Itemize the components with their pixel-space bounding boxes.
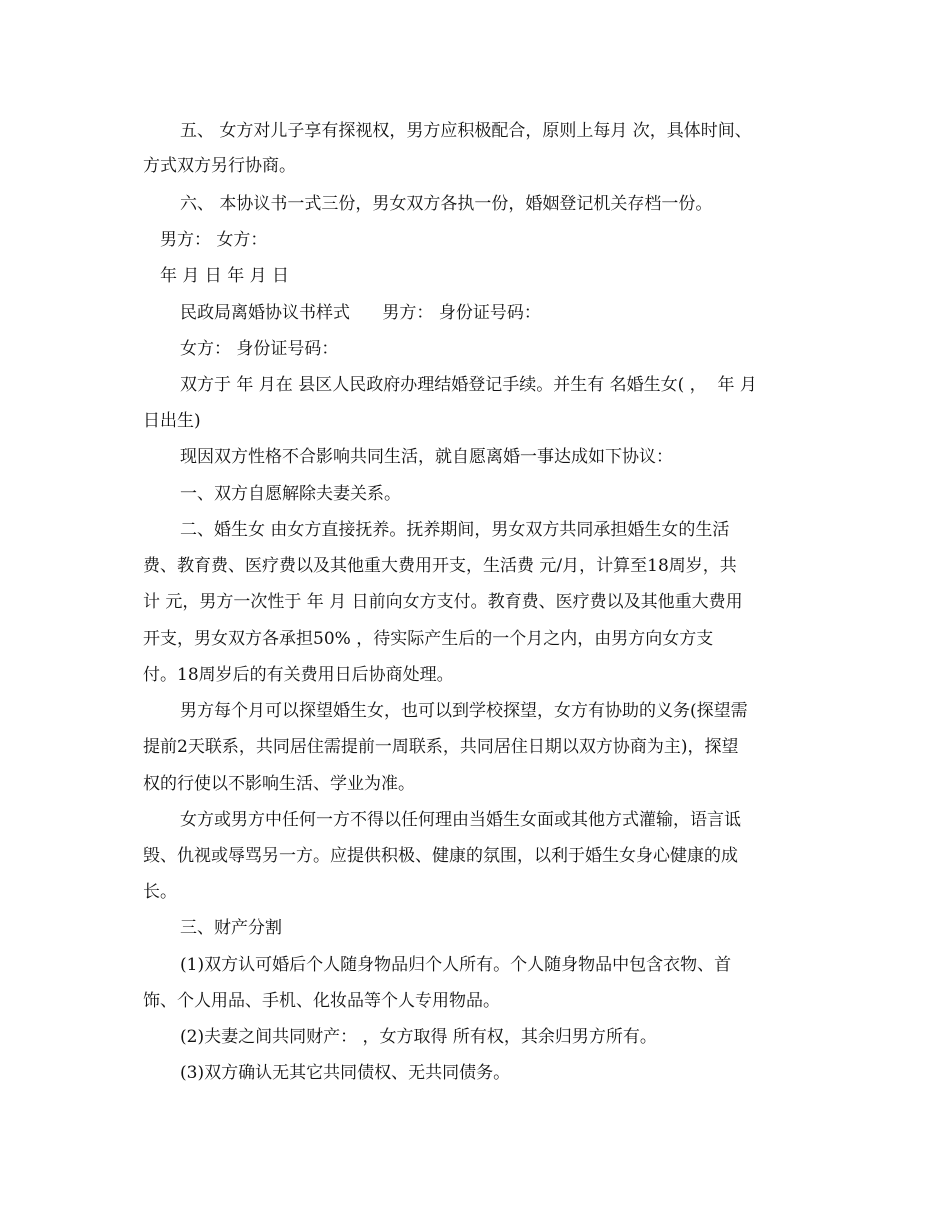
text-line: 权的行使以不影响生活、学业为准。 <box>143 774 415 794</box>
text-line: 长。 <box>143 882 177 902</box>
text-line: 六、 本协议书一式三份，男女双方各执一份，婚姻登记机关存档一份。 <box>180 194 713 214</box>
text-line: 方式双方另行协商。 <box>143 156 296 176</box>
text-line: 付。18周岁后的有关费用日后协商处理。 <box>143 665 454 685</box>
text-line: 男方： 女方： <box>160 230 268 250</box>
text-line: 费、教育费、医疗费以及其他重大费用开支，生活费 元/月，计算至18周岁，共 <box>143 556 737 576</box>
text-line: 三、财产分割 <box>180 918 282 938</box>
text-line: 计 元，男方一次性于 年 月 日前向女方支付。教育费、医疗费以及其他重大费用 <box>143 592 743 612</box>
text-line: 开支，男女双方各承担50% ，待实际产生后的一个月之内，由男方向女方支 <box>143 629 714 649</box>
text-line: 男方每个月可以探望婚生女，也可以到学校探望，女方有协助的义务(探望需 <box>180 701 748 721</box>
text-line: 现因双方性格不合影响共同生活，就自愿离婚一事达成如下协议： <box>180 447 673 467</box>
text-line: 饰、个人用品、手机、化妆品等个人专用物品。 <box>143 991 500 1011</box>
text-line: 双方于 年 月在 县区人民政府办理结婚登记手续。并生有 名婚生女( ， 年 月 <box>180 375 757 395</box>
text-line: 提前2天联系，共同居住需提前一周联系，共同居住日期以双方协商为主)，探望 <box>143 737 739 757</box>
text-line: 一、双方自愿解除夫妻关系。 <box>180 484 401 504</box>
text-line: 民政局离婚协议书样式 男方： 身份证号码： <box>180 303 541 323</box>
text-line: 五、 女方对儿子享有探视权，男方应积极配合，原则上每月 次，具体时间、 <box>180 121 752 141</box>
text-line: 毁、仇视或辱骂另一方。应提供积极、健康的氛围，以利于婚生女身心健康的成 <box>143 846 738 866</box>
text-line: 二、婚生女 由女方直接抚养。抚养期间，男女双方共同承担婚生女的生活 <box>180 520 730 540</box>
text-line: 日出生) <box>143 411 201 431</box>
text-line: (2)夫妻之间共同财产： ，女方取得 所有权，其余归男方所有。 <box>180 1027 657 1047</box>
text-line: 年 月 日 年 月 日 <box>160 266 290 286</box>
text-line: (3)双方确认无其它共同债权、无共同债务。 <box>180 1063 511 1083</box>
text-line: (1)双方认可婚后个人随身物品归个人所有。个人随身物品中包含衣物、首 <box>180 955 732 975</box>
text-line: 女方或男方中任何一方不得以任何理由当婚生女面或其他方式灌输，语言诋 <box>180 810 741 830</box>
text-line: 女方： 身份证号码： <box>180 339 339 359</box>
